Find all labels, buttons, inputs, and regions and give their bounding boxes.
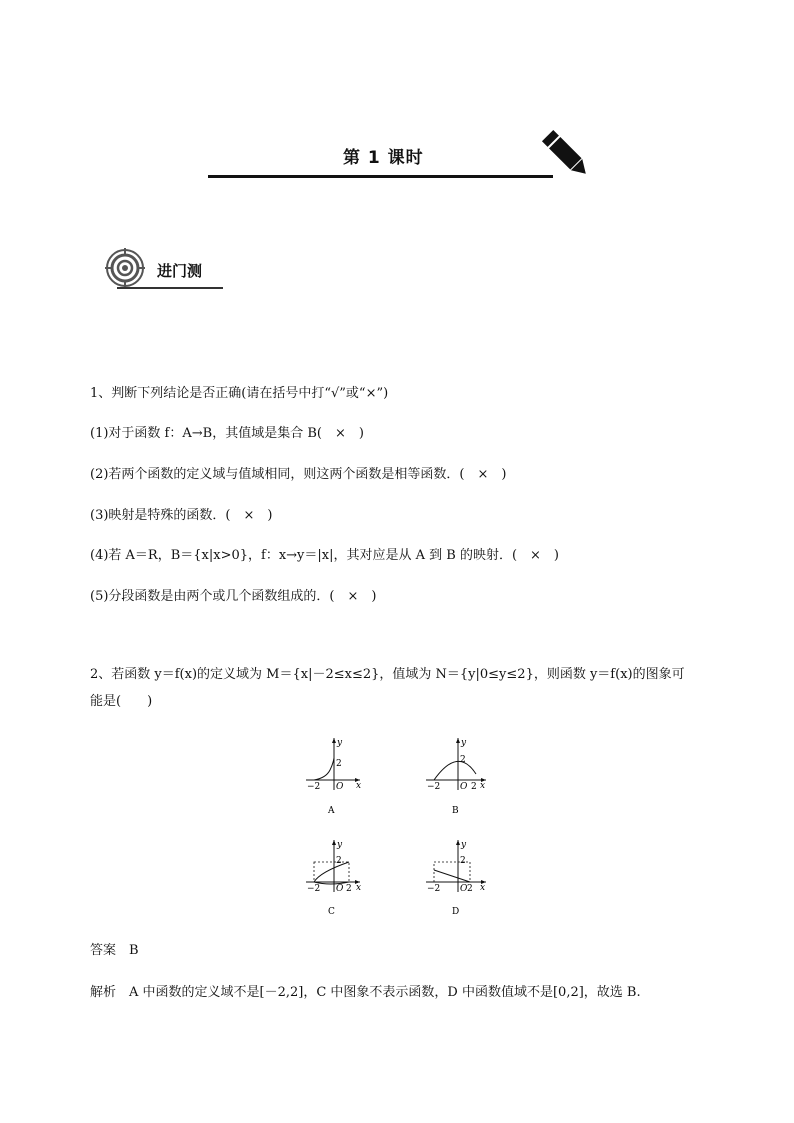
- fig-b-label: B: [452, 806, 459, 816]
- q1-item-3: (3)映射是特殊的函数．( × ): [90, 508, 273, 523]
- fig-a-y-tick: 2: [336, 759, 342, 769]
- lesson-title: 第 1 课时: [343, 148, 424, 168]
- title-underline: [208, 175, 553, 178]
- section-underline: [117, 287, 223, 289]
- q2-analysis: 解析 A 中函数的定义域不是[－2,2]，C 中图象不表示函数，D 中函数值域不是[0,2]，故选 B.: [90, 985, 641, 1000]
- fig-c-origin: O: [336, 884, 344, 894]
- fig-c-x-label: x: [356, 883, 362, 893]
- q1-item-2: (2)若两个函数的定义域与值域相同，则这两个函数是相等函数．( × ): [90, 467, 507, 482]
- figure-a: [306, 738, 361, 816]
- fig-b-y-tick: 2: [460, 755, 466, 765]
- q2-stem-line2: 能是( ): [90, 694, 153, 709]
- target-icon: [100, 248, 150, 288]
- fig-b-y-label: y: [461, 738, 467, 748]
- fig-d-y-tick: 2: [460, 856, 466, 866]
- figure-d: [426, 840, 486, 917]
- fig-d-x-tick-left: −2: [427, 884, 441, 894]
- fig-d-y-label: y: [461, 840, 467, 850]
- fig-d-x-label: x: [480, 883, 486, 893]
- fig-b-origin: O: [460, 782, 468, 792]
- q1-item-1: (1)对于函数 f：A→B，其值域是集合 B( × ): [90, 426, 364, 441]
- fig-a-x-tick: −2: [307, 782, 321, 792]
- q2-stem-line1: 2、若函数 y＝f(x)的定义域为 M＝{x|－2≤x≤2}，值域为 N＝{y|0≤y≤2}，则函数 y＝f(x)的图象可: [90, 667, 685, 682]
- fig-d-x-tick-right: 2: [467, 884, 473, 894]
- fig-a-y-label: y: [337, 738, 343, 748]
- fig-a-x-label: x: [356, 781, 362, 791]
- fig-c-y-tick: 2: [336, 856, 342, 866]
- fig-b-x-tick-left: −2: [427, 782, 441, 792]
- fig-b-x-label: x: [480, 781, 486, 791]
- pencil-icon: [540, 126, 592, 182]
- q2-figures: [300, 732, 500, 922]
- fig-c-x-tick-left: −2: [307, 884, 321, 894]
- figure-b: [426, 738, 486, 816]
- figure-c: [306, 840, 361, 917]
- fig-d-origin: O: [460, 884, 468, 894]
- section-label: 进门测: [157, 262, 203, 280]
- q1-item-4: (4)若 A＝R，B＝{x|x>0}，f：x→y＝|x|，其对应是从 A 到 B 的映射．( × ): [90, 548, 560, 563]
- fig-c-y-label: y: [337, 840, 343, 850]
- q1-stem: 1、判断下列结论是否正确(请在括号中打“√”或“×”): [90, 386, 389, 401]
- fig-a-origin: O: [336, 782, 344, 792]
- fig-c-x-tick-right: 2: [346, 884, 352, 894]
- q2-answer: 答案 B: [90, 943, 139, 958]
- fig-c-label: C: [328, 907, 335, 917]
- fig-d-label: D: [452, 907, 460, 917]
- q1-item-5: (5)分段函数是由两个或几个函数组成的．( × ): [90, 589, 377, 604]
- fig-a-label: A: [328, 806, 335, 816]
- fig-b-x-tick-right: 2: [471, 782, 477, 792]
